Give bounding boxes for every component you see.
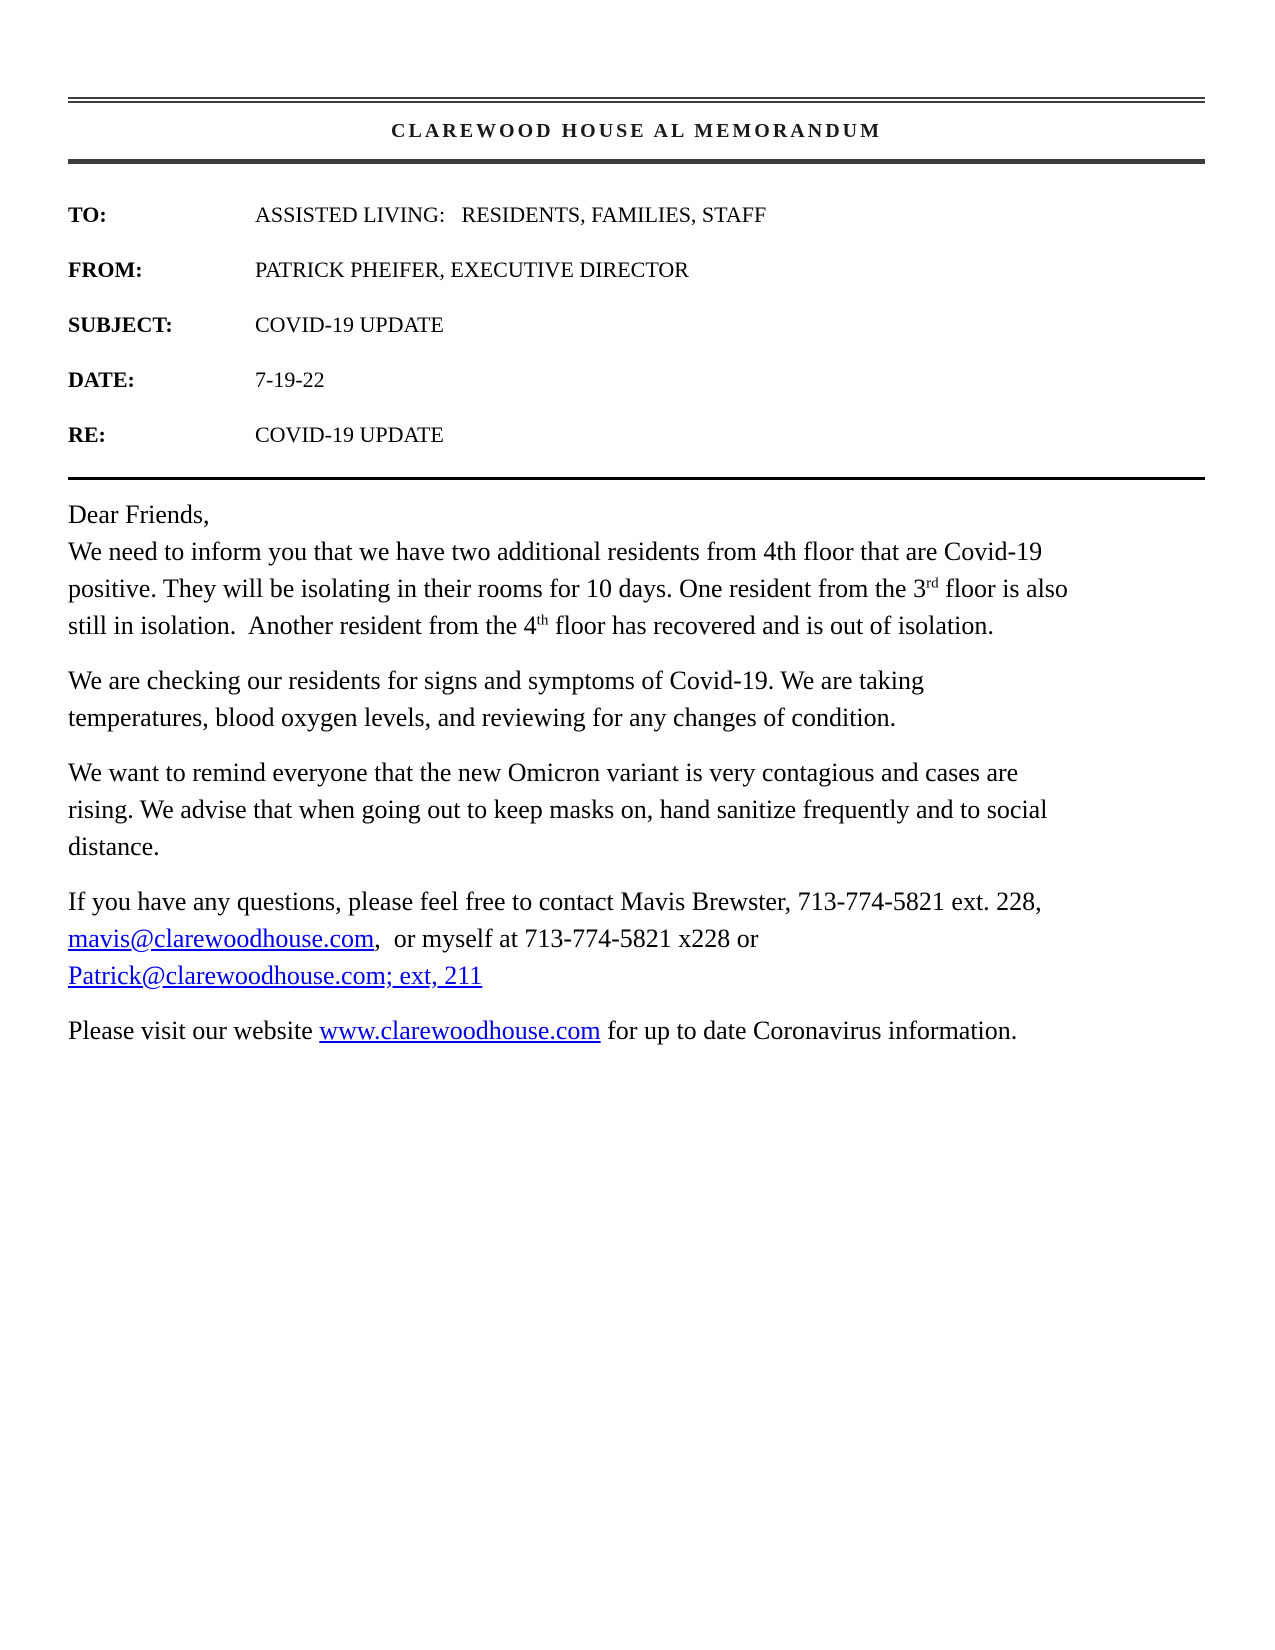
memo-field-label: RE:	[68, 422, 106, 447]
paragraph-line	[68, 533, 1248, 570]
paragraph-line	[68, 662, 1248, 699]
text-run: We need to inform you that we have two additional residents from 4th floor that are Covid-19	[68, 537, 1043, 566]
memo-fields	[68, 202, 1205, 447]
paragraph-line	[68, 791, 1248, 828]
ordinal-superscript: rd	[926, 575, 939, 592]
memo-field-label: DATE:	[68, 367, 135, 392]
memo-field-label: TO:	[68, 202, 107, 227]
text-run: We want to remind everyone that the new Omicron variant is very contagious and cases are	[68, 758, 1019, 787]
memo-field-value: ASSISTED LIVING: RESIDENTS, FAMILIES, STAFF	[255, 202, 767, 227]
text-run: , or myself at 713-774-5821 x228 or	[374, 924, 759, 953]
text-run: temperatures, blood oxygen levels, and reviewing for any changes of condition.	[68, 703, 897, 732]
memo-field-label: SUBJECT:	[68, 312, 173, 337]
memo-field-value: 7-19-22	[255, 367, 325, 392]
memo-field-row	[68, 257, 1205, 282]
memo-field-value: COVID-19 UPDATE	[255, 422, 444, 447]
paragraph	[68, 662, 1248, 736]
memo-field-label: FROM:	[68, 257, 143, 282]
memo-field-value: COVID-19 UPDATE	[255, 312, 444, 337]
memo-field-row	[68, 367, 1205, 392]
memo-field-value: PATRICK PHEIFER, EXECUTIVE DIRECTOR	[255, 257, 689, 282]
paragraph-line	[68, 607, 1248, 644]
fields-divider-rule	[68, 477, 1205, 480]
memo-field-row	[68, 312, 1205, 337]
memo-field-row	[68, 422, 1205, 447]
paragraph-line	[68, 883, 1248, 920]
text-run: distance.	[68, 832, 160, 861]
ordinal-superscript: th	[536, 612, 549, 629]
paragraph-line	[68, 828, 1248, 865]
paragraph	[68, 883, 1248, 994]
text-run: floor is also	[938, 574, 1068, 603]
memo-body	[68, 496, 1248, 1049]
memo-title: CLAREWOOD HOUSE AL MEMORANDUM	[391, 120, 882, 142]
paragraph-line	[68, 754, 1248, 791]
memo-field-row	[68, 202, 1205, 227]
text-run: Please visit our website	[68, 1016, 320, 1045]
text-run: If you have any questions, please feel free to contact Mavis Brewster, 713-774-5821 ext. 228,	[68, 887, 1042, 916]
paragraph	[68, 754, 1248, 865]
paragraph-line	[68, 570, 1248, 607]
text-run: floor has recovered and is out of isolation.	[548, 611, 994, 640]
patrick-email-link[interactable]: Patrick@clarewoodhouse.com; ext, 211	[68, 961, 483, 990]
salutation: Dear Friends,	[68, 500, 210, 529]
paragraph-line	[68, 920, 1248, 957]
text-run: still in isolation. Another resident from the 4	[68, 611, 537, 640]
paragraph	[68, 1012, 1248, 1049]
header-bottom-thick-rule	[68, 159, 1205, 164]
text-run: positive. They will be isolating in their rooms for 10 days. One resident from the 3	[68, 574, 927, 603]
website-link[interactable]: www.clarewoodhouse.com	[319, 1016, 601, 1045]
text-run: rising. We advise that when going out to keep masks on, hand sanitize frequently and to social	[68, 795, 1048, 824]
paragraph	[68, 533, 1248, 644]
text-run: We are checking our residents for signs and symptoms of Covid-19. We are taking	[68, 666, 925, 695]
paragraph-line	[68, 699, 1248, 736]
paragraph-line	[68, 957, 1248, 994]
paragraphs	[68, 533, 1248, 1049]
text-run: for up to date Coronavirus information.	[600, 1016, 1018, 1045]
memo-header	[68, 97, 1205, 164]
paragraph-line	[68, 1012, 1248, 1049]
mavis-email-link[interactable]: mavis@clarewoodhouse.com	[68, 924, 375, 953]
